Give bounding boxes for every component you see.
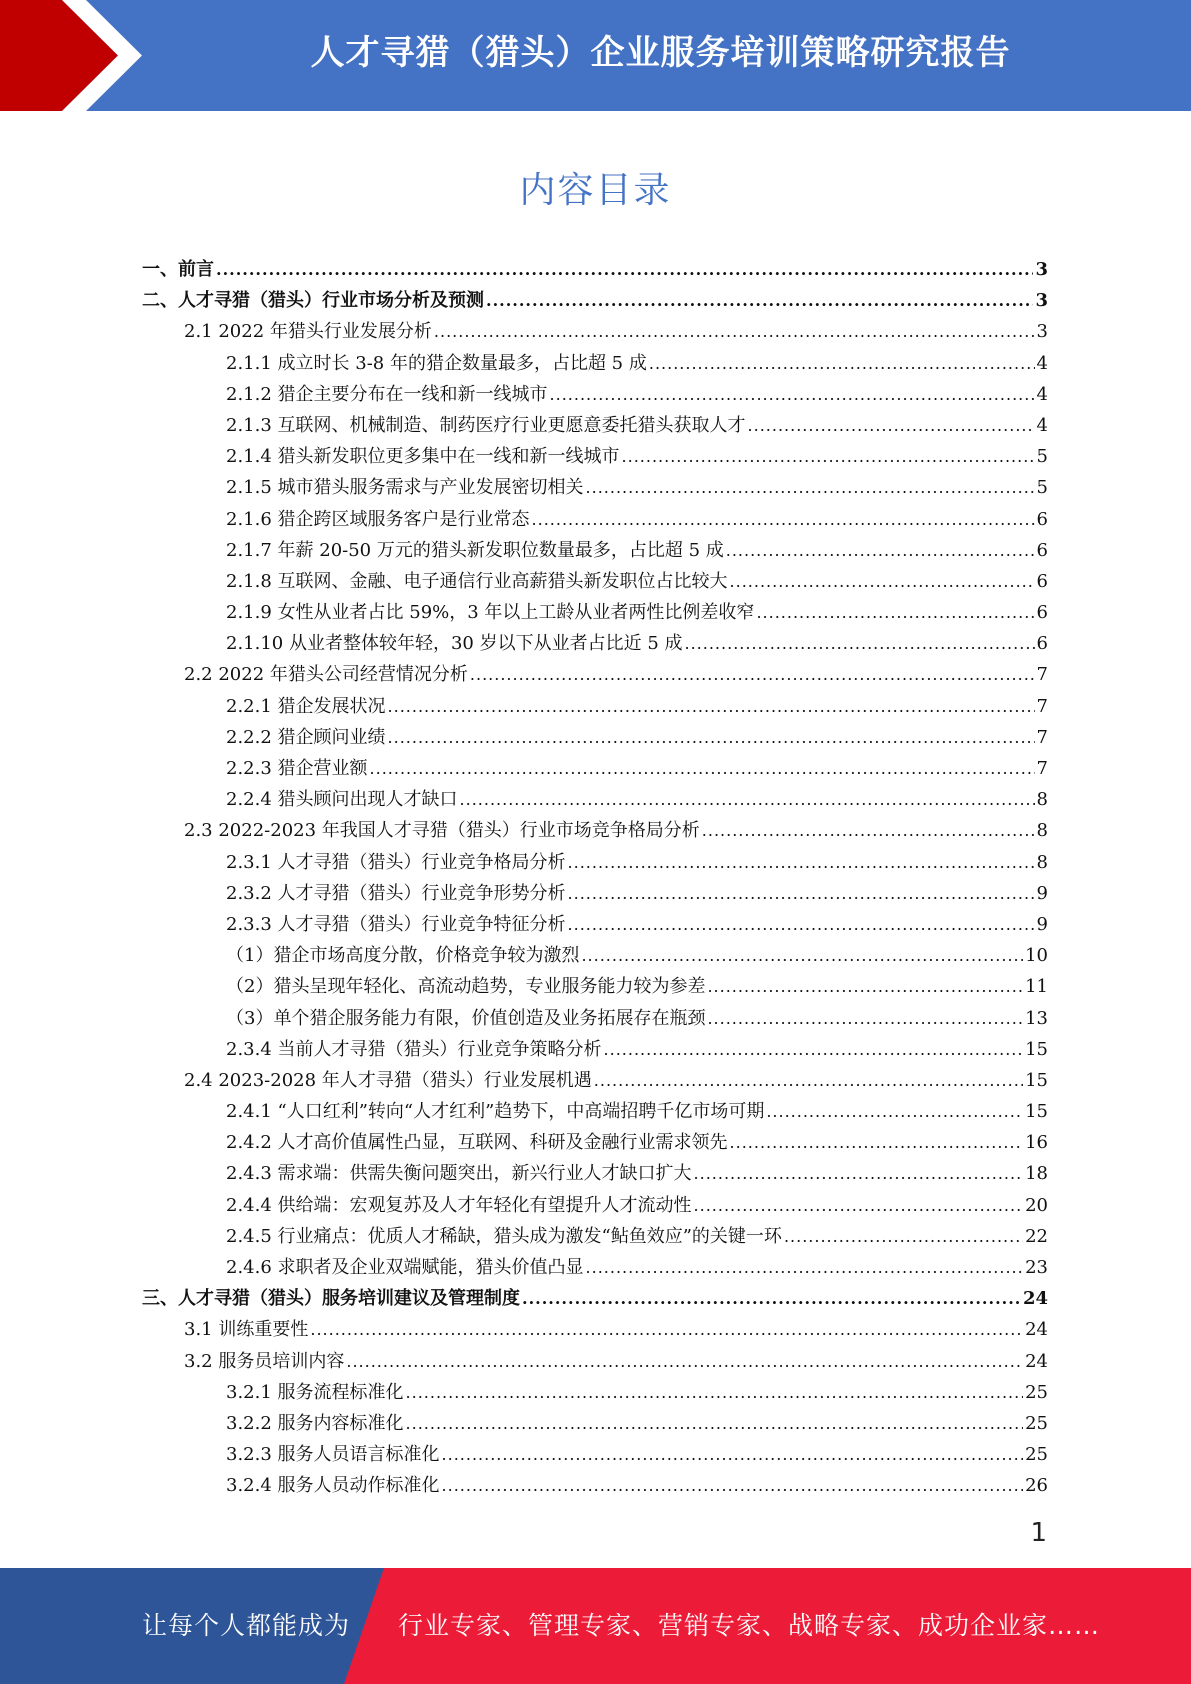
toc-entry-page: 9 xyxy=(1036,882,1048,904)
toc-entry[interactable] xyxy=(142,971,1048,1002)
toc-entry-title: 2.2 2022 年猎头公司经营情况分析 xyxy=(184,664,468,686)
toc-leader-dots xyxy=(388,691,1035,722)
footer-banner xyxy=(0,1568,1191,1684)
toc-entry-page: 13 xyxy=(1025,1007,1048,1029)
toc-leader-dots xyxy=(568,847,1035,878)
toc-entry[interactable] xyxy=(142,1439,1048,1470)
toc-leader-dots xyxy=(766,1096,1023,1127)
toc-entry[interactable] xyxy=(142,316,1048,347)
toc-leader-dots xyxy=(586,1252,1024,1283)
toc-leader-dots xyxy=(604,1034,1024,1065)
header-banner xyxy=(0,0,1191,111)
toc-entry-title: 2.4 2023-2028 年人才寻猎（猎头）行业发展机遇 xyxy=(184,1069,592,1091)
footer-slogan-right: 行业专家、管理专家、营销专家、战略专家、成功企业家…… xyxy=(398,1611,1101,1640)
toc-entry[interactable] xyxy=(142,254,1048,285)
toc-entry[interactable] xyxy=(142,1096,1048,1127)
toc-entry-page: 23 xyxy=(1025,1257,1048,1278)
toc-leader-dots xyxy=(568,878,1035,909)
toc-entry-title: 2.2.2 猎企顾问业绩 xyxy=(226,726,386,748)
toc-entry[interactable] xyxy=(142,1127,1048,1158)
toc-leader-dots xyxy=(756,597,1034,628)
toc-entry-title: 2.4.1 “人口红利”转向“人才红利”趋势下，中高端招聘千亿市场可期 xyxy=(226,1101,765,1123)
toc-entry-page: 4 xyxy=(1036,352,1048,374)
toc-entry-title: 3.1 训练重要性 xyxy=(184,1319,309,1341)
toc-entry[interactable] xyxy=(142,909,1048,940)
toc-entry-title: 2.3.1 人才寻猎（猎头）行业竞争格局分析 xyxy=(226,851,566,873)
toc-entry-page: 24 xyxy=(1022,1288,1048,1310)
toc-entry-page: 3 xyxy=(1035,290,1048,312)
toc-leader-dots xyxy=(406,1408,1024,1439)
page-number: 1 xyxy=(1030,1518,1047,1548)
toc-leader-dots xyxy=(370,753,1035,784)
toc-entry-page: 15 xyxy=(1025,1038,1048,1060)
toc-entry-page: 8 xyxy=(1036,820,1048,842)
toc-entry[interactable] xyxy=(142,285,1048,316)
toc-entry-title: 2.3 2022-2023 年我国人才寻猎（猎头）行业市场竞争格局分析 xyxy=(184,820,700,842)
toc-entry-page: 25 xyxy=(1025,1381,1048,1403)
toc-entry[interactable] xyxy=(142,722,1048,753)
toc-entry-title: 2.1.4 猎头新发职位更多集中在一线和新一线城市 xyxy=(226,446,620,468)
toc-entry-page: 7 xyxy=(1036,664,1048,686)
toc-entry[interactable] xyxy=(142,379,1048,410)
toc-entry[interactable] xyxy=(142,504,1048,535)
toc-entry-title: 2.3.4 当前人才寻猎（猎头）行业竞争策略分析 xyxy=(226,1038,602,1060)
toc-entry-page: 9 xyxy=(1036,913,1048,935)
toc-entry-title: 2.4.4 供给端：宏观复苏及人才年轻化有望提升人才流动性 xyxy=(226,1194,692,1216)
toc-leader-dots xyxy=(702,815,1035,846)
toc-leader-dots xyxy=(730,566,1035,597)
toc-leader-dots xyxy=(442,1439,1024,1470)
toc-entry[interactable] xyxy=(142,1408,1048,1439)
toc-entry-page: 4 xyxy=(1036,383,1048,405)
toc-entry[interactable] xyxy=(142,410,1048,441)
toc-entry-page: 7 xyxy=(1036,758,1048,779)
toc-entry-page: 3 xyxy=(1036,321,1048,343)
toc-entry-title: 2.2.3 猎企营业额 xyxy=(226,758,368,779)
toc-entry-page: 16 xyxy=(1025,1132,1048,1154)
toc-entry[interactable] xyxy=(142,1314,1048,1345)
toc-leader-dots xyxy=(460,784,1035,815)
toc-entry[interactable] xyxy=(142,659,1048,690)
toc-entry-title: 三、人才寻猎（猎头）服务培训建议及管理制度 xyxy=(142,1288,520,1310)
toc-entry[interactable] xyxy=(142,1283,1048,1314)
toc-entry[interactable] xyxy=(142,472,1048,503)
toc-leader-dots xyxy=(470,659,1035,690)
toc-entry[interactable] xyxy=(142,815,1048,846)
toc-entry-page: 10 xyxy=(1025,945,1048,967)
toc-entry[interactable] xyxy=(142,1034,1048,1065)
toc-entry-title: 3.2.4 服务人员动作标准化 xyxy=(226,1475,440,1497)
toc-entry[interactable] xyxy=(142,1377,1048,1408)
toc-entry-title: 2.1.10 从业者整体较年轻，30 岁以下从业者占比近 5 成 xyxy=(226,633,683,655)
toc-leader-dots xyxy=(550,379,1035,410)
toc-leader-dots xyxy=(568,909,1035,940)
toc-entry-title: 2.3.3 人才寻猎（猎头）行业竞争特征分析 xyxy=(226,913,566,935)
toc-entry[interactable] xyxy=(142,1190,1048,1221)
toc-entry[interactable] xyxy=(142,1065,1048,1096)
toc-entry-title: 3.2.3 服务人员语言标准化 xyxy=(226,1444,440,1466)
toc-entry[interactable] xyxy=(142,784,1048,815)
toc-leader-dots xyxy=(707,1003,1023,1034)
toc-entry-title: 二、人才寻猎（猎头）行业市场分析及预测 xyxy=(142,290,484,312)
toc-entry-page: 26 xyxy=(1025,1475,1048,1497)
toc-entry-title: 3.2.1 服务流程标准化 xyxy=(226,1381,404,1403)
toc-entry[interactable] xyxy=(142,1252,1048,1283)
toc-entry-page: 15 xyxy=(1025,1101,1048,1123)
toc-entry[interactable] xyxy=(142,348,1048,379)
toc-heading: 内容目录 xyxy=(519,170,672,211)
toc-entry-title: 3.2.2 服务内容标准化 xyxy=(226,1412,404,1434)
footer-slogan-left: 让每个人都能成为 xyxy=(142,1611,351,1640)
toc-entry-page: 25 xyxy=(1025,1444,1048,1466)
toc-entry-title: （1）猎企市场高度分散，价格竞争较为激烈 xyxy=(226,945,580,967)
toc-leader-dots xyxy=(346,1346,1023,1377)
toc-entry-page: 11 xyxy=(1025,976,1048,998)
toc-entry-page: 24 xyxy=(1025,1319,1048,1341)
toc-entry-page: 25 xyxy=(1025,1412,1048,1434)
toc-entry[interactable] xyxy=(142,597,1048,628)
toc-entry-title: 2.1.8 互联网、金融、电子通信行业高薪猎头新发职位占比较大 xyxy=(226,570,728,592)
toc-entry-page: 6 xyxy=(1036,539,1048,561)
toc-leader-dots xyxy=(434,316,1035,347)
toc-entry-page: 7 xyxy=(1036,726,1048,748)
toc-leader-dots xyxy=(442,1470,1024,1501)
toc-leader-dots xyxy=(726,535,1035,566)
toc-entry[interactable] xyxy=(142,441,1048,472)
toc-leader-dots xyxy=(586,472,1035,503)
toc-leader-dots xyxy=(685,628,1035,659)
toc-entry[interactable] xyxy=(142,1346,1048,1377)
toc-entry-title: 2.1.7 年薪 20-50 万元的猎头新发职位数量最多，占比超 5 成 xyxy=(226,539,724,561)
toc-entry-title: 2.1 2022 年猎头行业发展分析 xyxy=(184,321,432,343)
toc-leader-dots xyxy=(649,348,1035,379)
toc-entry-title: 2.4.6 求职者及企业双端赋能，猎头价值凸显 xyxy=(226,1257,584,1278)
toc-entry-page: 5 xyxy=(1036,446,1048,468)
toc-entry-title: 2.1.2 猎企主要分布在一线和新一线城市 xyxy=(226,383,548,405)
toc-entry-title: 一、前言 xyxy=(142,259,214,280)
toc-leader-dots xyxy=(694,1190,1024,1221)
toc-entry[interactable] xyxy=(142,628,1048,659)
toc-leader-dots xyxy=(748,410,1035,441)
toc-entry-title: 2.1.9 女性从业者占比 59%，3 年以上工龄从业者两性比例差收窄 xyxy=(226,602,755,624)
toc-entry-title: 2.2.1 猎企发展状况 xyxy=(226,695,386,717)
toc-entry-title: 2.1.3 互联网、机械制造、制药医疗行业更愿意委托猎头获取人才 xyxy=(226,414,746,436)
toc-entry[interactable] xyxy=(142,1470,1048,1501)
toc-leader-dots xyxy=(532,504,1035,535)
toc-entry-page: 18 xyxy=(1025,1163,1048,1185)
toc-entry-title: 2.1.5 城市猎头服务需求与产业发展密切相关 xyxy=(226,477,584,499)
toc-leader-dots xyxy=(594,1065,1023,1096)
toc-entry[interactable] xyxy=(142,1158,1048,1189)
toc-entry-page: 24 xyxy=(1025,1350,1048,1372)
toc-entry[interactable] xyxy=(142,1003,1048,1034)
toc-entry-page: 3 xyxy=(1035,259,1048,280)
toc-entry-page: 8 xyxy=(1036,851,1048,873)
toc-leader-dots xyxy=(730,1127,1024,1158)
toc-entry-page: 5 xyxy=(1036,477,1048,499)
toc-entry-title: 3.2 服务员培训内容 xyxy=(184,1350,345,1372)
toc-entry-title: 2.2.4 猎头顾问出现人才缺口 xyxy=(226,789,458,811)
toc-leader-dots xyxy=(388,722,1035,753)
toc-entry[interactable] xyxy=(142,878,1048,909)
toc-entry[interactable] xyxy=(142,566,1048,597)
toc-entry-title: 2.4.3 需求端：供需失衡问题突出，新兴行业人才缺口扩大 xyxy=(226,1163,692,1185)
toc-entry[interactable] xyxy=(142,753,1048,784)
toc-leader-dots xyxy=(694,1158,1024,1189)
toc-entry-page: 6 xyxy=(1036,633,1048,655)
toc-entry-title: 2.1.1 成立时长 3-8 年的猎企数量最多，占比超 5 成 xyxy=(226,352,647,374)
toc-entry-page: 4 xyxy=(1036,414,1048,436)
toc-leader-dots xyxy=(486,285,1033,316)
toc-entry-page: 6 xyxy=(1036,570,1048,592)
toc-entry[interactable] xyxy=(142,691,1048,722)
toc-entry-page: 6 xyxy=(1036,508,1048,530)
toc-leader-dots xyxy=(310,1314,1023,1345)
toc-entry-title: 2.1.6 猎企跨区域服务客户是行业常态 xyxy=(226,508,530,530)
toc-entry[interactable] xyxy=(142,847,1048,878)
toc-entry-page: 8 xyxy=(1036,789,1048,811)
toc-leader-dots xyxy=(216,254,1033,285)
toc-entry-title: 2.4.2 人才高价值属性凸显，互联网、科研及金融行业需求领先 xyxy=(226,1132,728,1154)
toc-leader-dots xyxy=(622,441,1035,472)
toc-entry[interactable] xyxy=(142,1221,1048,1252)
toc-entry-title: 2.3.2 人才寻猎（猎头）行业竞争形势分析 xyxy=(226,882,566,904)
toc-entry-page: 22 xyxy=(1025,1225,1048,1247)
toc-entry-page: 6 xyxy=(1036,602,1048,624)
toc-leader-dots xyxy=(406,1377,1024,1408)
toc-leader-dots xyxy=(522,1283,1021,1314)
toc-entry-page: 20 xyxy=(1025,1194,1048,1216)
toc-entry[interactable] xyxy=(142,535,1048,566)
toc-entry-title: （2）猎头呈现年轻化、高流动趋势，专业服务能力较为参差 xyxy=(226,976,706,998)
toc-entry-page: 7 xyxy=(1036,695,1048,717)
header-title: 人才寻猎（猎头）企业服务培训策略研究报告 xyxy=(310,33,1011,73)
toc-entry-title: 2.4.5 行业痛点：优质人才稀缺，猎头成为激发“鲇鱼效应”的关键一环 xyxy=(226,1225,782,1247)
toc-entry-page: 15 xyxy=(1025,1069,1048,1091)
toc-leader-dots xyxy=(784,1221,1023,1252)
table-of-contents xyxy=(142,254,1048,1502)
toc-leader-dots xyxy=(581,940,1023,971)
toc-leader-dots xyxy=(707,971,1023,1002)
toc-entry[interactable] xyxy=(142,940,1048,971)
toc-entry-title: （3）单个猎企服务能力有限，价值创造及业务拓展存在瓶颈 xyxy=(226,1007,706,1029)
